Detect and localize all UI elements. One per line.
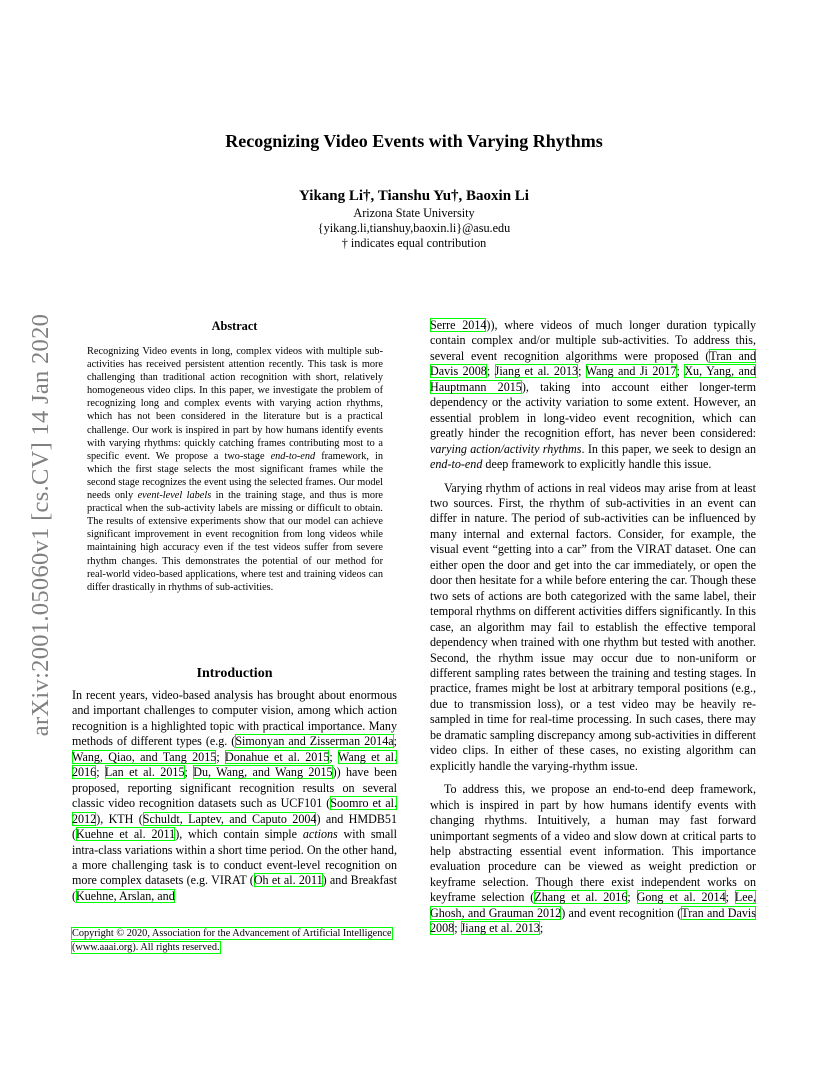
body-text: ; <box>486 364 495 379</box>
citation-link[interactable]: Soomro et al. 2012 <box>72 796 397 826</box>
citation-link[interactable]: Serre 2014 <box>430 318 487 332</box>
body-text: ), taking into account either longer-term dependency or the activity variation to some extent. However, an essential problem in long-video event recognition, which can greatly hinder the recognition effort, has never been considered: <box>430 379 757 441</box>
citation-link[interactable]: Jiang et al. 2013 <box>494 364 579 379</box>
abstract-emphasis: end-to-end <box>270 450 316 462</box>
intro-text: ; <box>216 749 226 764</box>
intro-text: ; <box>96 765 105 780</box>
affiliation: Arizona State University <box>353 206 475 220</box>
body-text: ; <box>539 921 544 936</box>
copyright-notice <box>72 927 398 954</box>
right-column <box>430 318 756 937</box>
arxiv-stamp <box>20 290 62 760</box>
abstract-emphasis: event-level labels <box>137 490 212 502</box>
body-text: ; <box>725 890 735 905</box>
abstract-part: in the training stage, and thus is more practical when the sub-activity labels are missing or difficult to obtain. The results of extensive experiments show that our model can achieve significant improvement in event recognition from long videos while maintaining high accuracy even if the test videos suffer from severe rhythm changes. This demonstrates the potential of our method for real-world video-based applications, where test and training videos can differ drastically in rhythms of sub-activities. <box>87 490 384 593</box>
paragraph <box>430 318 756 473</box>
body-text: To address this, we propose an end-to-end deep framework, which is inspired in part by how humans identify events with changing rhythms. Intuitively, a human may fast forward unimportant segments of a video and slow down at critical parts to help abstracting essential event information. This importance evaluation procedure can be viewed as weight prediction or keyframe selection. Though there exist independent works on keyframe selection ( <box>430 782 756 905</box>
citation-link[interactable]: Zhang et al. 2016 <box>534 890 628 905</box>
intro-text: ) and Breakfast ( <box>72 873 397 903</box>
body-text: ) and event recognition ( <box>561 905 682 920</box>
intro-text: ; <box>329 749 338 764</box>
citation-link[interactable]: Lan et al. 2015 <box>104 765 185 780</box>
intro-text: ), KTH ( <box>96 811 143 826</box>
author-list: Yikang Li†, Tianshu Yu†, Baoxin Li <box>299 188 529 204</box>
body-text: )), where videos of much longer duration typically contain complex and/or multiple sub-activities. To address this, several event recognition algorithms were proposed ( <box>430 318 756 363</box>
body-text: ; <box>627 890 637 905</box>
citation-link[interactable]: Tran and Davis 2008 <box>430 905 756 936</box>
paragraph: Varying rhythm of actions in real videos may arise from at least two sources. First, the rhythm of sub-activities in an event can differ in nature. The period of sub-activities can be influenced by many internal and external factors. Consider, for example, the visual event “getting into a car” from the VIRAT dataset. One can either open the door and get into the car immediately, or open the door then hesitate for a while before entering the car. Though these two sets of actions are both categorized with the same label, their temporal rhythms on different activities differs significantly. In this case, an algorithm may fail to establish the effective temporal dependency when trained with one rhythm but tested with another. Second, the rhythm issue may occur due to non-uniform or different sampling rates between the training and testing stages. In practice, frames might be lost at arbitrary temporal positions (e.g., due to transmission loss), or a test video may be heavily re-sampled in time for real-time processing. In such cases, there may be dramatic sampling discrepancy among sub-activities in different video clips. In either of these cases, no existing algorithm can explicitly handle the varying-rhythm issue. <box>430 480 756 773</box>
intro-emphasis: actions <box>302 827 338 842</box>
equal-contribution-note: † indicates equal contribution <box>341 236 487 250</box>
intro-text: )) have been proposed, reporting significant recognition results on several classic video recognition datasets such as UCF101 ( <box>72 765 398 811</box>
citation-link[interactable]: Kuehne et al. 2011 <box>76 827 176 842</box>
intro-text: ), which contain simple <box>175 827 303 842</box>
citation-link[interactable]: Lee, Ghosh, and Grauman 2012 <box>430 890 757 920</box>
citation-link[interactable]: Jiang et al. 2013 <box>460 921 540 936</box>
citation-link[interactable]: Simonyan and Zisserman 2014a <box>235 734 394 749</box>
abstract-heading: Abstract <box>211 319 258 333</box>
intro-text: In recent years, video-based analysis has brought about enormous and important challenges to computer vision, among which action recognition is a highlighted topic with practical importance. Many methods of different types (e.g. ( <box>72 688 397 749</box>
intro-text: with small intra-class variations within a short time period. On the other hand, a more challenging task is to conduct event-level recognition on more complex datasets (e.g. VIRAT ( <box>72 827 398 888</box>
citation-link[interactable]: Wang, Qiao, and Tang 2015 <box>72 749 217 764</box>
paragraph <box>430 782 756 937</box>
body-text: ; <box>454 921 461 936</box>
body-emphasis: end-to-end <box>430 457 483 472</box>
body-text: deep framework to explicitly handle this issue. <box>482 457 712 472</box>
body-emphasis: varying action/activity rhythms <box>430 441 582 456</box>
abstract-part: framework, in which the first stage selects the most significant frames while the second stage recognizes the event using the selected frames. Our model needs only <box>87 450 383 502</box>
intro-text: ; <box>393 734 398 749</box>
arxiv-id: arXiv:2001.05060v1 [cs.CV] 14 Jan 2020 <box>27 313 55 737</box>
citation-link[interactable]: Gong et al. 2014 <box>636 890 726 905</box>
citation-link[interactable]: Xu, Yang, and Hauptmann 2015 <box>430 364 756 394</box>
intro-text: ; <box>184 765 194 780</box>
introduction-heading: Introduction <box>196 666 273 681</box>
citation-link[interactable]: Schuldt, Laptev, and Caputo 2004 <box>142 811 317 826</box>
abstract-text <box>87 345 383 594</box>
paper-title: Recognizing Video Events with Varying Rhythms <box>225 131 603 151</box>
abstract-part: Recognizing Video events in long, complex videos with multiple sub-activities has received persistent attention recently. This task is more challenging than traditional action recognition with short, relatively homogeneous video clips. In this paper, we investigate the problem of recognizing long and complex events with varying action rhythms, which has not been considered in the literature but is a practical challenge. Our work is inspired in part by how humans identify events with varying rhythms: quickly catching frames contributing most to a specific event. We propose a two-stage <box>87 346 383 462</box>
citation-link[interactable]: Oh et al. 2011 <box>253 873 323 888</box>
intro-text: ) and HMDB51 ( <box>72 811 397 842</box>
author-emails: {yikang.li,tianshuy,baoxin.li}@asu.edu <box>317 221 511 235</box>
citation-link[interactable]: Wang et al. 2016 <box>72 749 397 780</box>
body-text: . In this paper, we seek to design an <box>581 441 756 456</box>
introduction-text <box>72 688 397 904</box>
citation-link[interactable]: Wang and Ji 2017 <box>585 364 677 379</box>
citation-link[interactable]: Kuehne, Arslan, and <box>76 888 175 903</box>
body-text: ; <box>676 364 685 379</box>
citation-link[interactable]: Du, Wang, and Wang 2015 <box>193 765 333 780</box>
citation-link[interactable]: Tran and Davis 2008 <box>430 348 756 379</box>
body-text: ; <box>578 364 586 379</box>
copyright-link[interactable]: Copyright © 2020, Association for the Advancement of Artificial Intelligence (www.aaai.org). All rights reserved. <box>72 928 392 953</box>
citation-link[interactable]: Donahue et al. 2015 <box>225 749 330 764</box>
